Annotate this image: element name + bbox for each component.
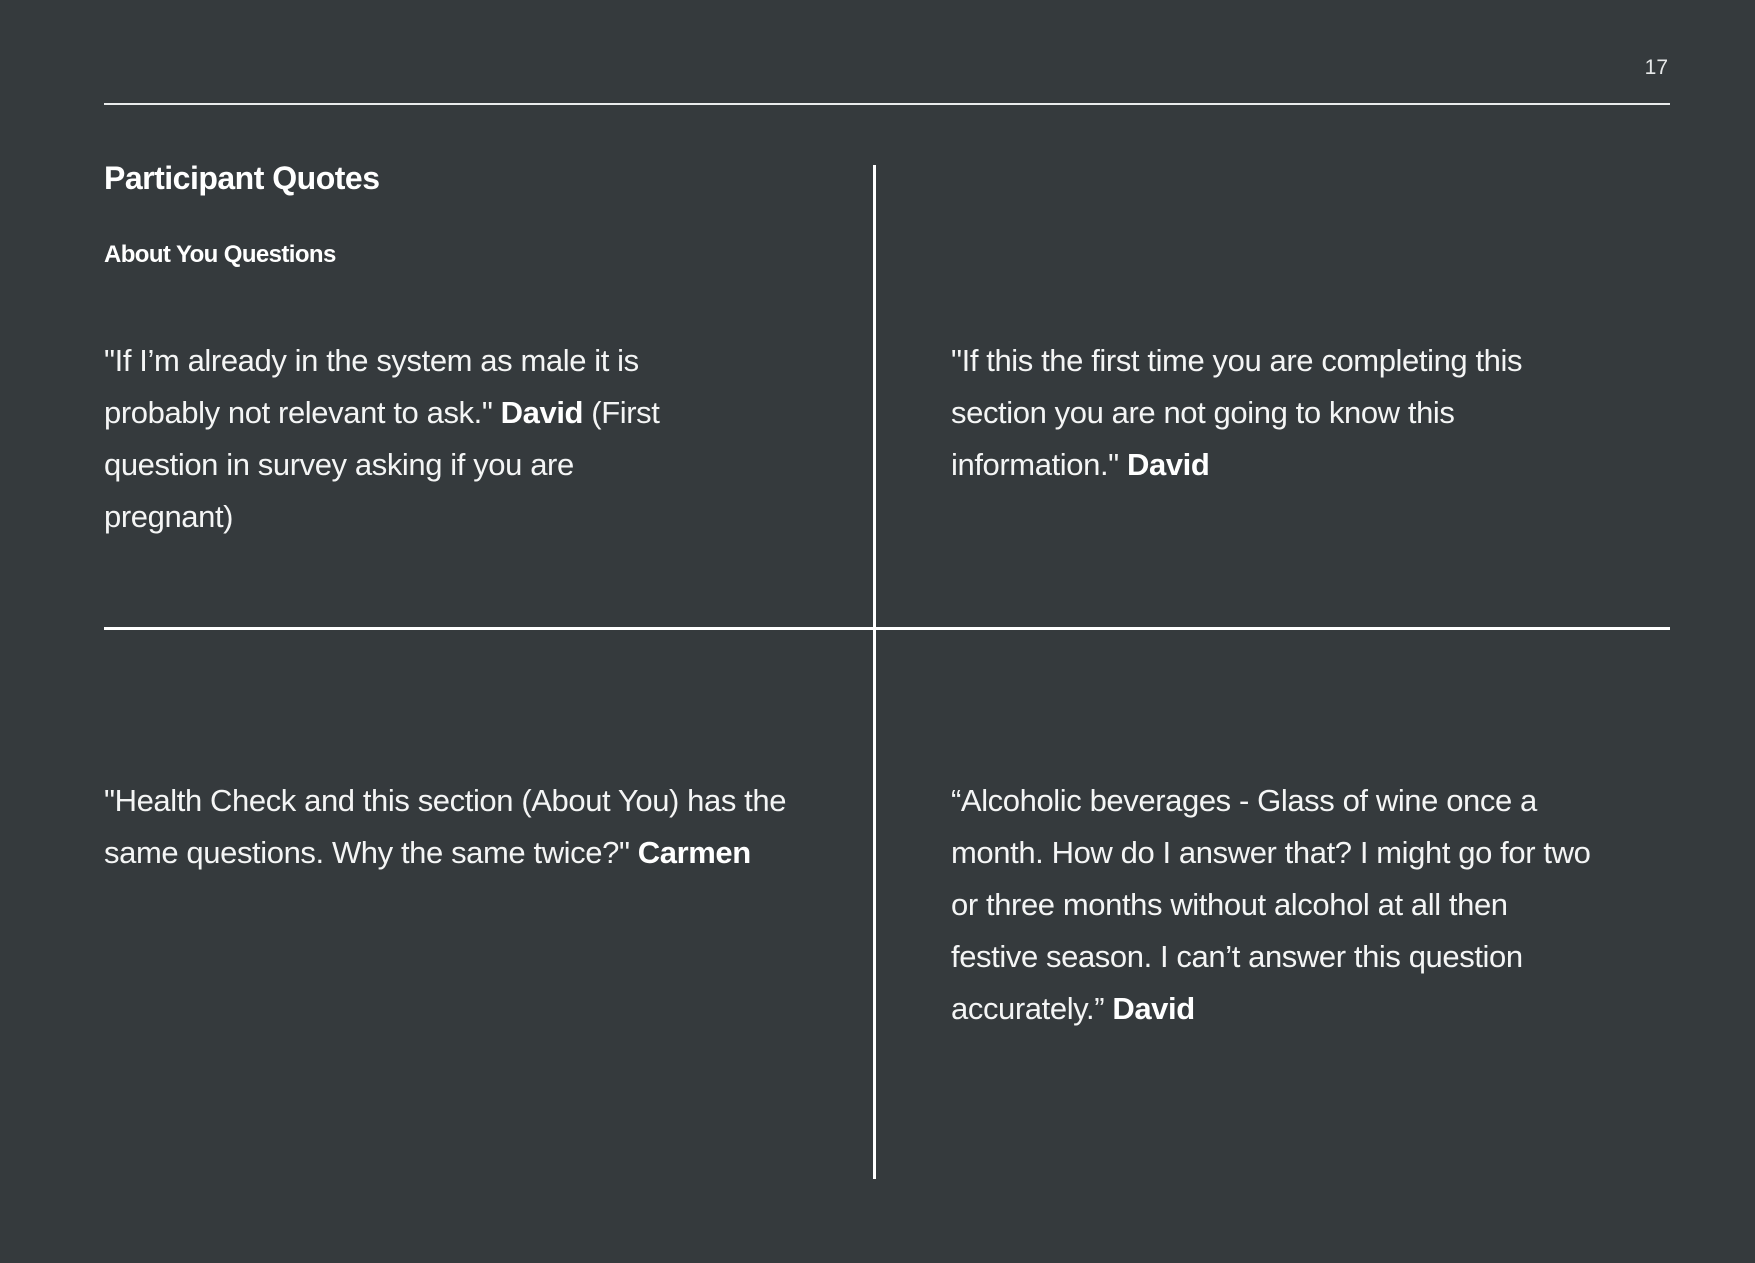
quote-duplicate-questions <box>104 775 804 879</box>
quote-speaker: Carmen <box>637 835 751 870</box>
vertical-divider <box>873 165 876 1179</box>
horizontal-divider <box>104 627 1670 630</box>
quote-text: "If I’m already in the system as male it is probably not relevant to ask." <box>104 343 639 430</box>
quote-alcohol-question <box>951 775 1591 1035</box>
quote-speaker: David <box>500 395 584 430</box>
section-subtitle: About You Questions <box>104 241 336 268</box>
top-divider <box>104 103 1670 105</box>
quote-speaker: David <box>1126 447 1210 482</box>
quote-text: “Alcoholic beverages - Glass of wine once a month. How do I answer that? I might go for two or three months without alcohol at all then festive season. I can’t answer this question accurately.” <box>951 783 1591 1026</box>
quote-text: "Health Check and this section (About You) has the same questions. Why the same twice?" <box>104 783 787 870</box>
page-number: 17 <box>1644 56 1668 79</box>
quote-speaker: David <box>1112 991 1195 1026</box>
quote-text: "If this the first time you are completing this section you are not going to know this information." <box>951 343 1523 482</box>
quote-pregnancy-question <box>104 335 664 543</box>
quote-note: (First question in survey asking if you are pregnant) <box>104 395 660 534</box>
page-title: Participant Quotes <box>104 160 380 196</box>
quote-first-time-completion <box>951 335 1591 491</box>
